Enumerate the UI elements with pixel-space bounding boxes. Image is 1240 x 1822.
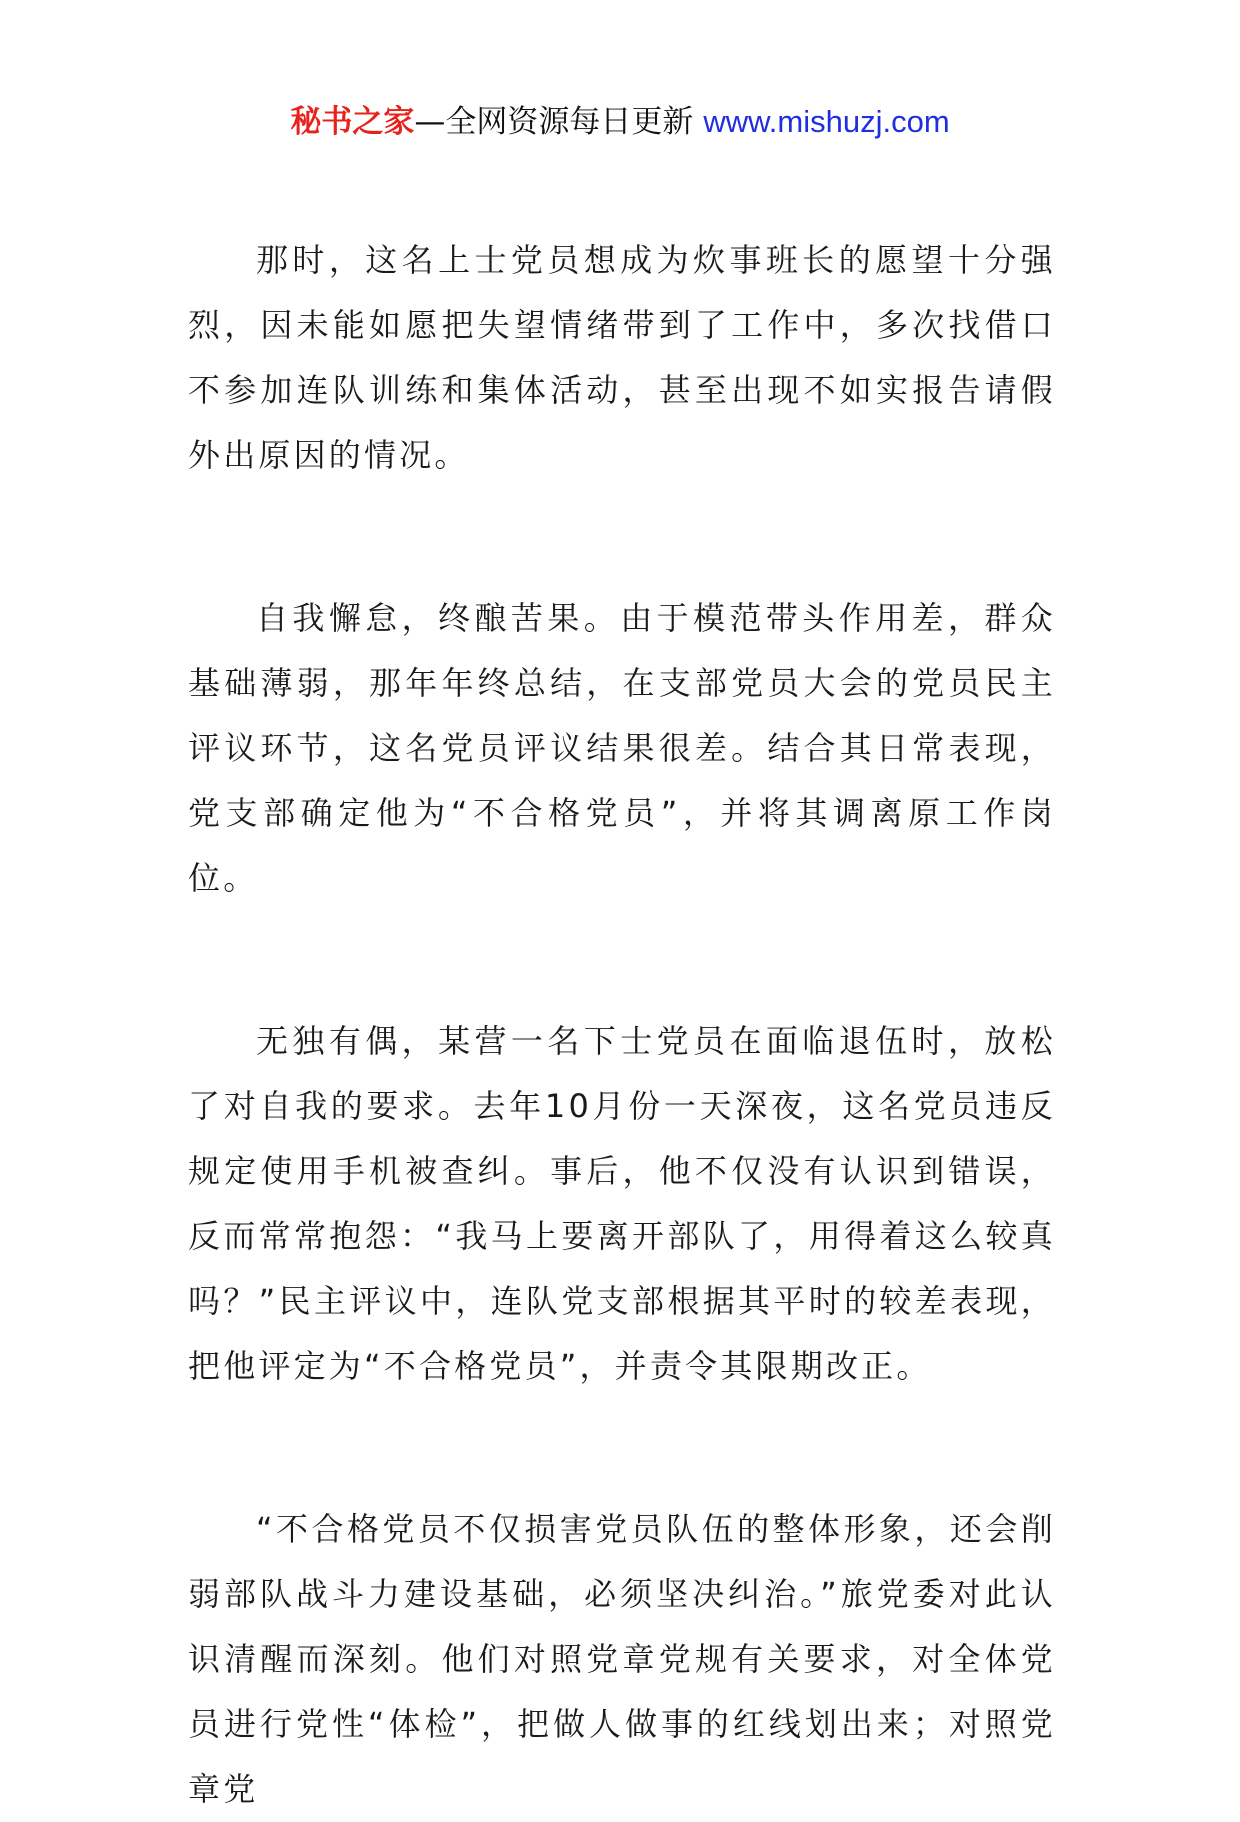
paragraph-4: “不合格党员不仅损害党员队伍的整体形象，还会削弱部队战斗力建设基础，必须坚决纠治。”旅党委对此认识清醒而深刻。他们对照党章党规有关要求，对全体党员进行党性“体检”，把做人做事的红线划出来；对照党章党 [188, 1510, 1056, 1808]
paragraph-3: 无独有偶，某营一名下士党员在面临退伍时，放松了对自我的要求。去年10月份一天深夜，这名党员违反规定使用手机被查纠。事后，他不仅没有认识到错误，反而常常抱怨：“我马上要离开部队了，用得着这么较真吗？”民主评议中，连队党支部根据其平时的较差表现，把他评定为“不合格党员”，并责令其限期改正。 [188, 1022, 1056, 1385]
paragraph-2: 自我懈怠，终酿苦果。由于模范带头作用差，群众基础薄弱，那年年终总结，在支部党员大会的党员民主评议环节，这名党员评议结果很差。结合其日常表现，党支部确定他为“不合格党员”，并将其调离原工作岗位。 [188, 599, 1056, 897]
page-header [0, 100, 1240, 144]
document-body [188, 228, 1056, 1822]
website-link[interactable]: www.mishuzj.com [703, 104, 950, 139]
brand-name: 秘书之家 [290, 104, 415, 140]
header-tagline: —全网资源每日更新 [414, 104, 694, 140]
paragraph-1: 那时，这名上士党员想成为炊事班长的愿望十分强烈，因未能如愿把失望情绪带到了工作中，多次找借口不参加连队训练和集体活动，甚至出现不如实报告请假外出原因的情况。 [188, 241, 1056, 474]
